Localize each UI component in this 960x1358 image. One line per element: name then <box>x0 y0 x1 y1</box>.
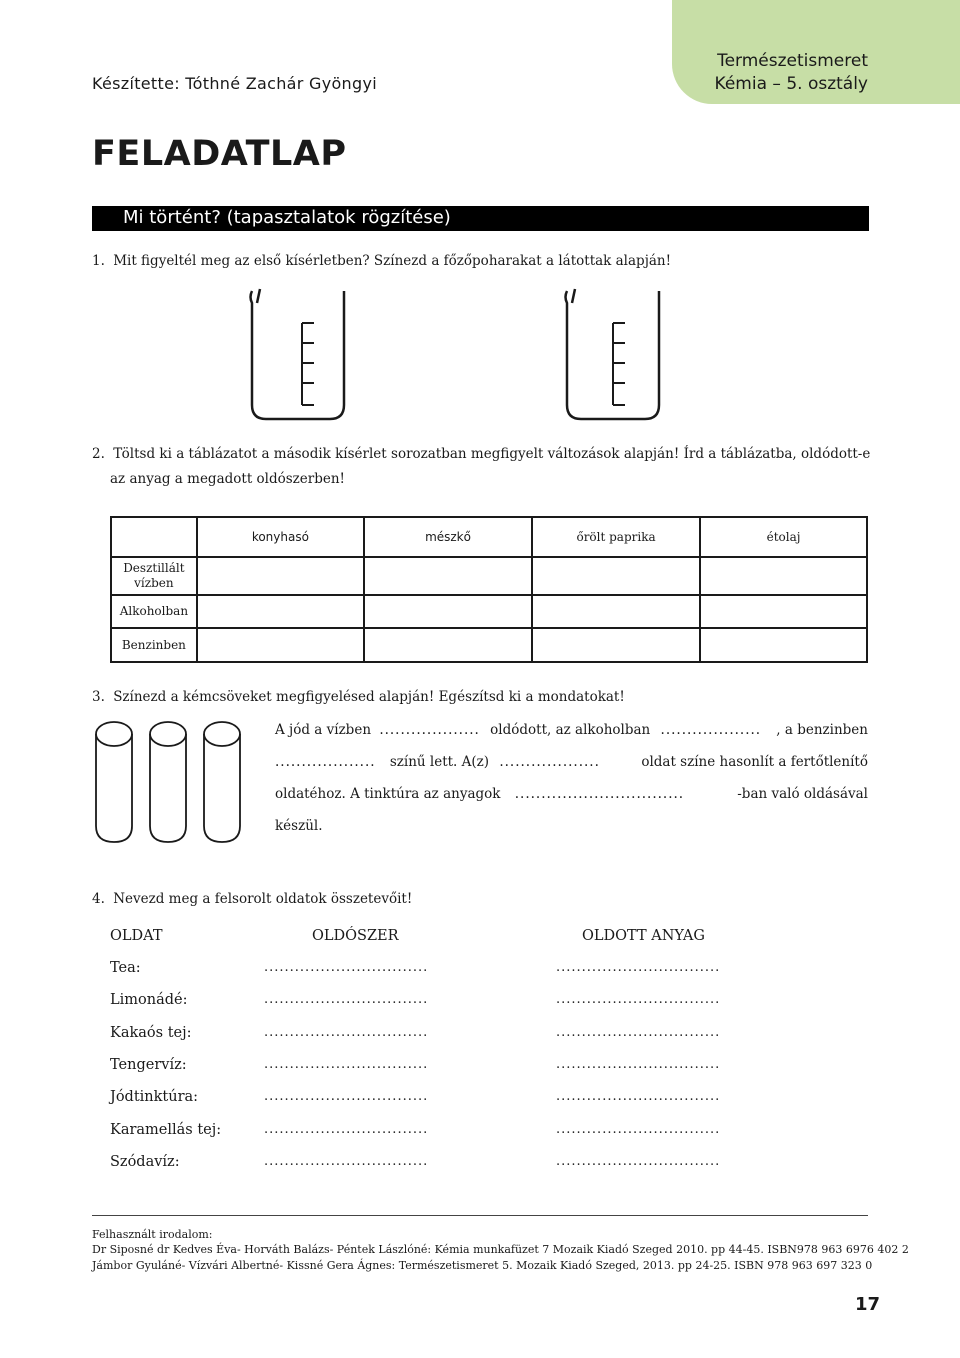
subject-line-1: Természetismeret <box>717 51 868 71</box>
oldoszer-blank[interactable]: ................................ <box>264 1024 429 1040</box>
list-item-label: Kakaós tej: <box>110 1024 192 1041</box>
column-header-konyhaso: konyhasó <box>197 517 364 557</box>
blank-5[interactable]: ................................ <box>514 786 685 802</box>
fill-line-2: ................... színű lett. A(z) ................... oldat színe hasonlít a fertőtlenítő <box>275 754 868 770</box>
oldott-anyag-blank[interactable]: ................................ <box>556 960 721 975</box>
oldott-anyag-blank[interactable]: ................................ <box>556 1121 721 1137</box>
table-cell[interactable] <box>532 595 700 628</box>
oldoszer-blank[interactable]: ................................ <box>264 960 429 975</box>
table-cell[interactable] <box>700 557 867 595</box>
oldott-anyag-blank[interactable]: ................................ <box>556 1089 721 1105</box>
footer-divider <box>92 1215 868 1216</box>
section-bar-title: Mi történt? (tapasztalatok rögzítése) <box>123 207 451 228</box>
oldott-anyag-blank[interactable]: ................................ <box>556 1024 721 1040</box>
question-2-line-2: az anyag a megadott oldószerben! <box>110 471 345 487</box>
question-4-text: Nevezd meg a felsorolt oldatok összetevőit! <box>113 891 413 907</box>
table-cell[interactable] <box>700 628 867 662</box>
author-line: Készítette: Tóthné Zachár Gyöngyi <box>92 74 377 93</box>
page-title: FELADATLAP <box>92 134 347 174</box>
table-cell[interactable] <box>364 628 532 662</box>
oldott-anyag-blank[interactable]: ................................ <box>556 992 721 1008</box>
blank-4[interactable]: ................... <box>499 754 600 770</box>
list-item-label: Limonádé: <box>110 992 188 1009</box>
table-cell[interactable] <box>197 628 364 662</box>
header-oldott-anyag: OLDOTT ANYAG <box>582 928 705 944</box>
oldoszer-blank[interactable]: ................................ <box>264 992 429 1008</box>
header-oldoszer: OLDÓSZER <box>312 928 399 944</box>
oldoszer-blank[interactable]: ................................ <box>264 1153 429 1169</box>
table-cell[interactable] <box>364 595 532 628</box>
list-item-label: Tea: <box>110 960 141 976</box>
table-cell[interactable] <box>364 557 532 595</box>
list-item-label: Tengervíz: <box>110 1056 187 1073</box>
column-header-etolaj: étolaj <box>700 517 867 557</box>
question-2-number: 2. <box>92 446 105 462</box>
row-header-alkoholban: Alkoholban <box>111 595 197 628</box>
question-3-number: 3. <box>92 689 105 705</box>
question-1-text: Mit figyeltél meg az első kísérletben? Színezd a főzőpoharakat a látottak alapján! <box>113 253 672 269</box>
table-cell[interactable] <box>700 595 867 628</box>
question-2-line-1: Töltsd ki a táblázatot a második kísérlet sorozatban megfigyelt változások alapján! Írd a táblázatba, oldódott-e <box>113 446 871 462</box>
row-header-benzinben: Benzinben <box>111 628 197 662</box>
question-3 <box>92 689 625 705</box>
question-4-number: 4. <box>92 891 105 907</box>
oldott-anyag-blank[interactable]: ................................ <box>556 1056 721 1072</box>
test-tubes[interactable] <box>92 718 264 848</box>
solubility-table <box>110 516 868 663</box>
question-4 <box>92 891 412 907</box>
question-1 <box>92 253 671 269</box>
beaker-1[interactable] <box>240 285 350 427</box>
question-3-text: Színezd a kémcsöveket megfigyelésed alapján! Egészítsd ki a mondatokat! <box>113 689 625 705</box>
row-header-desztillalt-vizben: Desztillált vízben <box>111 557 197 595</box>
blank-3[interactable]: ................... <box>275 754 376 770</box>
blank-1[interactable]: ................... <box>379 722 480 738</box>
table-cell[interactable] <box>197 557 364 595</box>
oldoszer-blank[interactable]: ................................ <box>264 1056 429 1072</box>
list-item-label: Jódtinktúra: <box>110 1089 199 1106</box>
blank-2[interactable]: ................... <box>660 722 762 738</box>
fill-line-3: oldatéhoz. A tinktúra az anyagok ................................ -ban való oldásával <box>275 786 868 802</box>
page-number: 17 <box>854 1294 880 1315</box>
section-bar <box>92 206 869 231</box>
question-2 <box>92 446 870 462</box>
reference-2: Jámbor Gyuláné- Vízvári Albertné- Kissné Gera Ágnes: Természetismeret 5. Mozaik Kiadó Szeged, 2013. pp 24-25. ISBN 978 963 697 323 0 <box>92 1259 873 1272</box>
test-tube-1-top <box>96 722 132 746</box>
oldoszer-blank[interactable]: ................................ <box>264 1089 429 1105</box>
table-cell[interactable] <box>532 557 700 595</box>
fill-line-4: készül. <box>275 818 323 834</box>
table-cell[interactable] <box>197 595 364 628</box>
subject-line-2: Kémia – 5. osztály <box>714 74 868 94</box>
column-header-meszko: mészkő <box>364 517 532 557</box>
beaker-2[interactable] <box>555 285 665 427</box>
column-header-orolt-paprika: őrölt paprika <box>532 517 700 557</box>
references-label: Felhasznált irodalom: <box>92 1228 213 1241</box>
oldott-anyag-blank[interactable]: ................................ <box>556 1153 721 1169</box>
subject-label <box>715 50 868 96</box>
header-oldat: OLDAT <box>110 928 163 944</box>
question-1-number: 1. <box>92 253 105 269</box>
list-item-label: Karamellás tej: <box>110 1121 222 1138</box>
table-cell[interactable] <box>532 628 700 662</box>
fill-line-1: A jód a vízben ................... oldódott, az alkoholban ................... , a benzinben <box>275 722 868 738</box>
reference-1: Dr Siposné dr Kedves Éva- Horváth Balázs- Péntek Lászlóné: Kémia munkafüzet 7 Mozaik Kiadó Szeged 2010. pp 44-45. ISBN978 963 6976 402 2 <box>92 1243 909 1256</box>
oldoszer-blank[interactable]: ................................ <box>264 1121 429 1137</box>
list-item-label: Szódavíz: <box>110 1153 180 1170</box>
table-corner-cell <box>111 517 197 557</box>
